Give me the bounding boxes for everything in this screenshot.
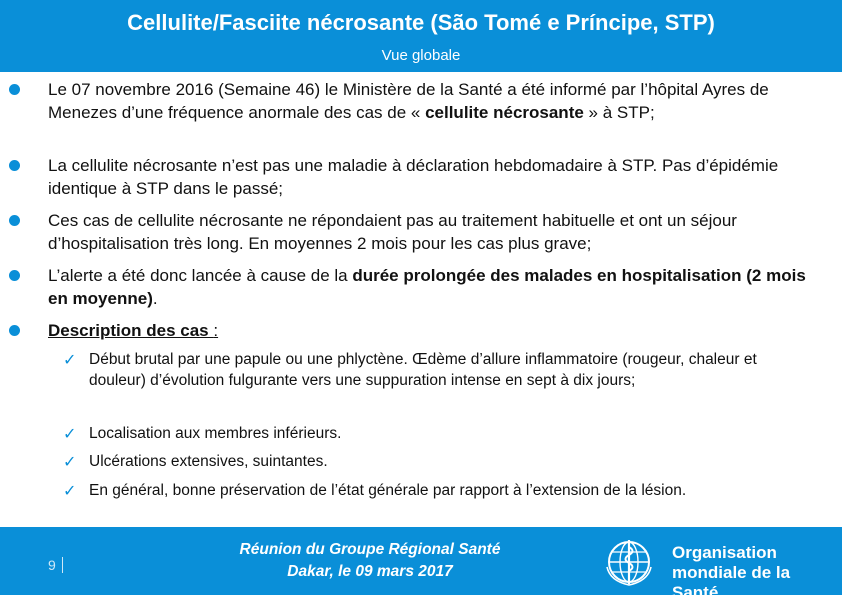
bullet-item: Description des cas : [48, 319, 808, 342]
slide-header [0, 0, 842, 72]
sub-bullet-item: ✓ Début brutal par une papule ou une phlyctène. Œdème d’allure inflammatoire (rougeur, chaleur et douleur) d’évolution fulgurante vers une suppuration intense en sept à dix jours; [63, 350, 757, 389]
slide-footer [0, 527, 842, 602]
bullet-dot-icon [9, 270, 20, 281]
who-emblem-icon [604, 537, 654, 587]
page-number: 9 [48, 557, 56, 573]
bullet-item: L’alerte a été donc lancée à cause de la durée prolongée des malades en hospitalisation (2 mois en moyenne). [48, 264, 808, 310]
bullet-item: Le 07 novembre 2016 (Semaine 46) le Ministère de la Santé a été informé par l’hôpital Ayres de Menezes d’une fréquence anormale des cas de « cellulite nécrosante » à STP; [48, 78, 808, 124]
bullet-dot-icon [9, 215, 20, 226]
check-icon: ✓ [63, 481, 77, 500]
bullet-dot-icon [9, 325, 20, 336]
bullet-item: La cellulite nécrosante n’est pas une maladie à déclaration hebdomadaire à STP. Pas d’épidémie identique à STP dans le passé; [48, 154, 808, 200]
bullet-dot-icon [9, 160, 20, 171]
who-logo [604, 535, 834, 602]
sub-bullet-item: ✓ Ulcérations extensives, suintantes. [63, 452, 328, 471]
meeting-caption: Réunion du Groupe Régional Santé Dakar, le 09 mars 2017 [239, 541, 501, 580]
check-icon: ✓ [63, 350, 77, 369]
slide-subtitle: Vue globale [381, 47, 461, 64]
who-wordmark: Organisation mondiale de la Santé [672, 543, 791, 602]
page-divider [62, 557, 63, 573]
bullet-item: Ces cas de cellulite nécrosante ne répondaient pas au traitement habituelle et ont un séjour d’hospitalisation très long. En moyennes 2 mois pour les cas plus grave; [48, 209, 808, 255]
slide-title: Cellulite/Fasciite nécrosante (São Tomé e Príncipe, STP) [127, 10, 715, 35]
check-icon: ✓ [63, 424, 77, 443]
sub-bullet-item: ✓ Localisation aux membres inférieurs. [63, 424, 342, 443]
sub-bullet-item: ✓ En général, bonne préservation de l’état générale par rapport à l’extension de la lésion. [63, 481, 687, 500]
check-icon: ✓ [63, 452, 77, 471]
bullet-dot-icon [9, 84, 20, 95]
